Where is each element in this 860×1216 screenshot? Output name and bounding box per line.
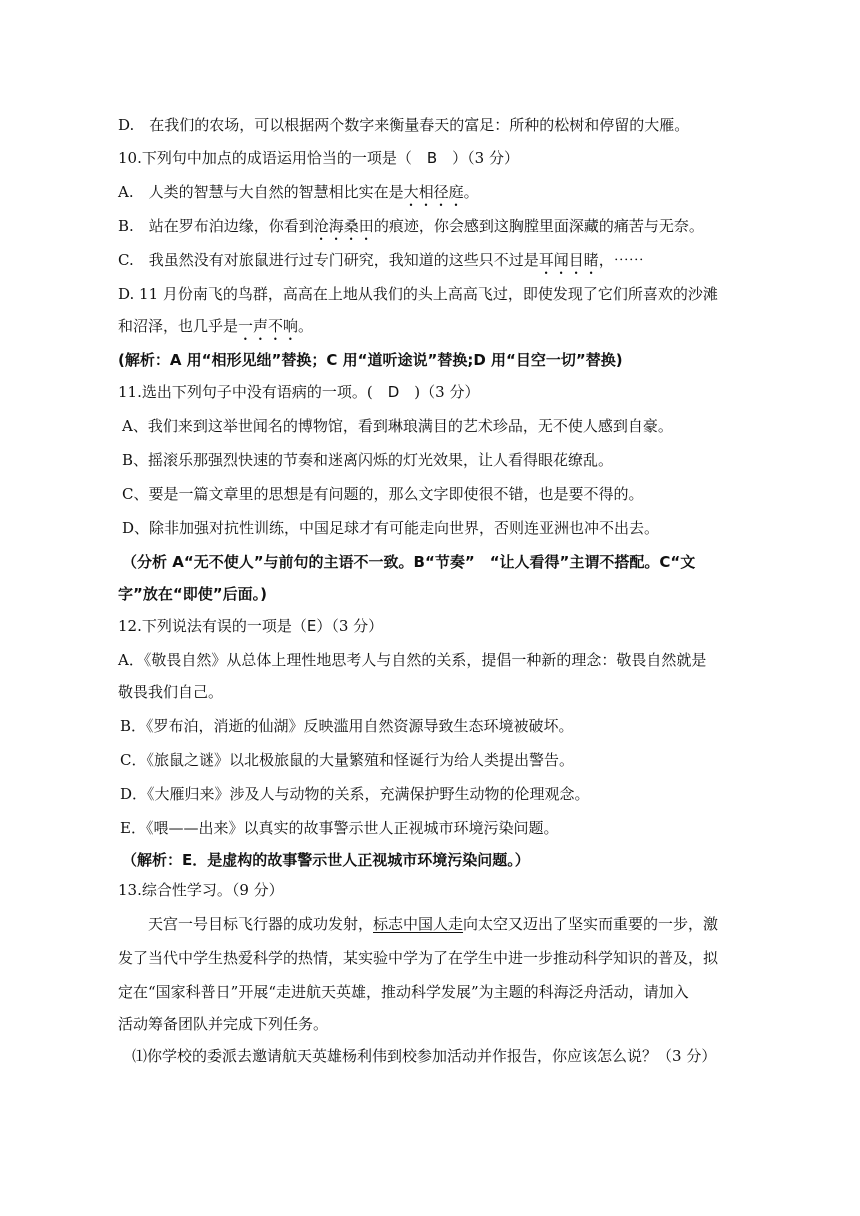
q11-option-c: C、要是一篇文章里的思想是有问题的，那么文字即使很不错，也是要不得的。 bbox=[122, 485, 644, 503]
q13-passage-underlined: 标志中国人走 bbox=[373, 915, 464, 933]
q10-option-b-end: 的痕迹，你会感到这胸膛里面深藏的痛苦与无奈。 bbox=[373, 217, 704, 235]
q11-answer: D bbox=[387, 383, 400, 401]
q11-option-b: B、摇滚乐那强烈快速的节奏和迷离闪烁的灯光效果，让人看得眼花缭乱。 bbox=[122, 451, 614, 469]
q12-stem bbox=[118, 616, 383, 636]
q10-option-c-end: ，⋯⋯ bbox=[598, 251, 644, 269]
q10-option-c bbox=[118, 250, 644, 278]
q11-stem-score: )（3 分） bbox=[399, 383, 480, 401]
q10-option-d-line1: D. 11 月份南飞的鸟群，高高在上地从我们的头上高高飞过，即使发现了它们所喜欢的沙滩 bbox=[118, 285, 718, 303]
q12-option-a-line1: A．《敬畏自然》从总体上理性地思考人与自然的关系，提倡一种新的理念：敬畏自然就是 bbox=[118, 651, 707, 669]
q10-option-b-idiom: 沧海桑田 bbox=[313, 217, 374, 235]
q10-answer: B bbox=[426, 149, 438, 167]
q12-option-a-line2: 敬畏我们自己。 bbox=[118, 683, 224, 701]
q10-option-c-text: C. 我虽然没有对旅鼠进行过专门研究，我知道的这些只不过是 bbox=[118, 251, 539, 269]
q11-option-a: A、我们来到这举世闻名的博物馆，看到琳琅满目的艺术珍品，无不使人感到自豪。 bbox=[122, 417, 673, 435]
q12-option-d: D．《大雁归来》涉及人与动物的关系，充满保护野生动物的伦理观念。 bbox=[120, 785, 590, 803]
q10-option-d-line2 bbox=[118, 316, 313, 344]
q10-option-d-end: 。 bbox=[298, 317, 314, 335]
q12-stem-score: ）（3 分） bbox=[316, 617, 384, 635]
q13-sub-question-1: ⑴你学校的委派去邀请航天英雄杨利伟到校参加活动并作报告，你应该怎么说？（3 分） bbox=[132, 1047, 717, 1065]
q10-stem-text: 10.下列句中加点的成语运用恰当的一项是（ bbox=[118, 149, 427, 167]
q13-passage-rest: 向太空又迈出了坚实而重要的一步，激 bbox=[463, 915, 719, 933]
q13-stem: 13.综合性学习。（9 分） bbox=[118, 881, 284, 899]
q13-passage-text: 天宫一号目标飞行器的成功发射， bbox=[148, 915, 374, 933]
q11-analysis-line2: 字”放在“即使”后面。) bbox=[118, 585, 267, 603]
q9-option-d: D. 在我们的农场，可以根据两个数字来衡量春天的富足：所种的松树和停留的大雁。 bbox=[118, 116, 690, 134]
q10-option-c-idiom: 耳闻目睹 bbox=[538, 251, 599, 269]
q11-stem-text: 11.选出下列句子中没有语病的一项。( bbox=[118, 383, 388, 401]
q13-passage-line1 bbox=[148, 914, 718, 934]
q10-option-a-idiom: 大相径庭 bbox=[403, 183, 464, 201]
q10-option-a-text: A. 人类的智慧与大自然的智慧相比实在是 bbox=[118, 183, 404, 201]
q12-option-c: C．《旅鼠之谜》以北极旅鼠的大量繁殖和怪诞行为给人类提出警告。 bbox=[120, 751, 574, 769]
q12-answer: E bbox=[306, 617, 317, 635]
q11-stem bbox=[118, 382, 479, 402]
q10-option-d-text: 和沼泽，也几乎是 bbox=[118, 317, 239, 335]
q10-option-b-text: B. 站在罗布泊边缘，你看到 bbox=[118, 217, 314, 235]
q11-option-d: D、除非加强对抗性训练，中国足球才有可能走向世界，否则连亚洲也冲不出去。 bbox=[122, 519, 660, 537]
q11-analysis-line1: （分析 A“无不使人”与前句的主语不一致。B“节奏” “让人看得”主谓不搭配。C“文 bbox=[122, 553, 696, 571]
q12-option-b: B．《罗布泊，消逝的仙湖》反映滥用自然资源导致生态环境被破坏。 bbox=[120, 717, 574, 735]
q13-passage-line4: 活动筹备团队并完成下列任务。 bbox=[118, 1015, 329, 1033]
q12-analysis: （解析：E．是虚构的故事警示世人正视城市环境污染问题。） bbox=[122, 851, 530, 869]
q10-option-a bbox=[118, 182, 479, 210]
q10-stem-score: ）（3 分） bbox=[437, 149, 519, 167]
q10-stem bbox=[118, 148, 519, 168]
q12-option-e: E．《喂——出来》以真实的故事警示世人正视城市环境污染问题。 bbox=[120, 819, 559, 837]
q13-passage-line2: 发了当代中学生热爱科学的热情，某实验中学为了在学生中进一步推动科学知识的普及，拟 bbox=[118, 949, 719, 967]
q13-passage-line3: 定在“国家科普日”开展“走进航天英雄，推动科学发展”为主题的科海泛舟活动，请加入 bbox=[118, 983, 689, 1001]
q10-option-b bbox=[118, 216, 704, 244]
q10-option-d-idiom: 一声不响 bbox=[238, 317, 299, 335]
q10-option-a-end: 。 bbox=[463, 183, 479, 201]
q10-analysis: (解析：A 用“相形见绌”替换；C 用“道听途说”替换;D 用“目空一切”替换) bbox=[118, 351, 623, 369]
q12-stem-text: 12.下列说法有误的一项是（ bbox=[118, 617, 307, 635]
